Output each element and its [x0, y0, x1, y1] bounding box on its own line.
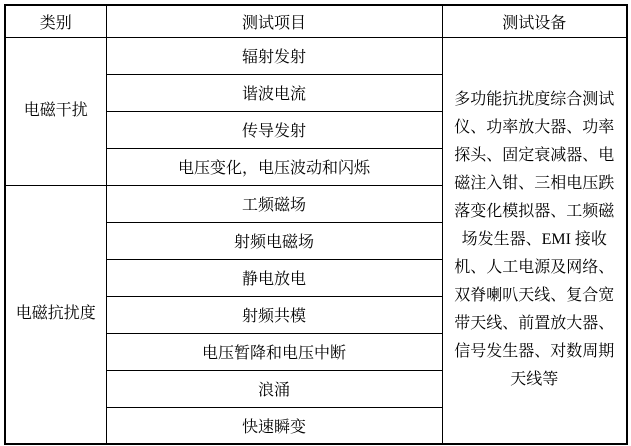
test-item-cell: 辐射发射: [106, 37, 442, 74]
table-row: [5, 37, 627, 74]
test-item-cell: 射频共模: [106, 296, 442, 333]
test-item-cell: 射频电磁场: [106, 222, 442, 259]
test-item-cell: 谐波电流: [106, 74, 442, 111]
category-ems-cell: 电磁抗扰度: [5, 185, 106, 444]
header-test-item: 测试项目: [106, 5, 442, 37]
header-equipment: 测试设备: [442, 5, 627, 37]
test-item-cell: 快速瞬变: [106, 407, 442, 444]
header-category: 类别: [5, 5, 106, 37]
test-item-cell: 静电放电: [106, 259, 442, 296]
equipment-cell: 多功能抗扰度综合测试仪、功率放大器、功率探头、固定衰减器、电磁注入钳、三相电压跌落变化模拟器、工频磁场发生器、EMI 接收机、人工电源及网络、双脊喇叭天线、复合宽带天线、前置放大器、信号发生器、对数周期天线等: [442, 37, 627, 444]
emc-test-table: [4, 4, 628, 445]
category-emi-cell: 电磁干扰: [5, 37, 106, 185]
table-header-row: [5, 5, 627, 37]
test-item-cell: 浪涌: [106, 370, 442, 407]
test-item-cell: 电压变化，电压波动和闪烁: [106, 148, 442, 185]
test-item-cell: 工频磁场: [106, 185, 442, 222]
test-item-cell: 电压暂降和电压中断: [106, 333, 442, 370]
test-item-cell: 传导发射: [106, 111, 442, 148]
